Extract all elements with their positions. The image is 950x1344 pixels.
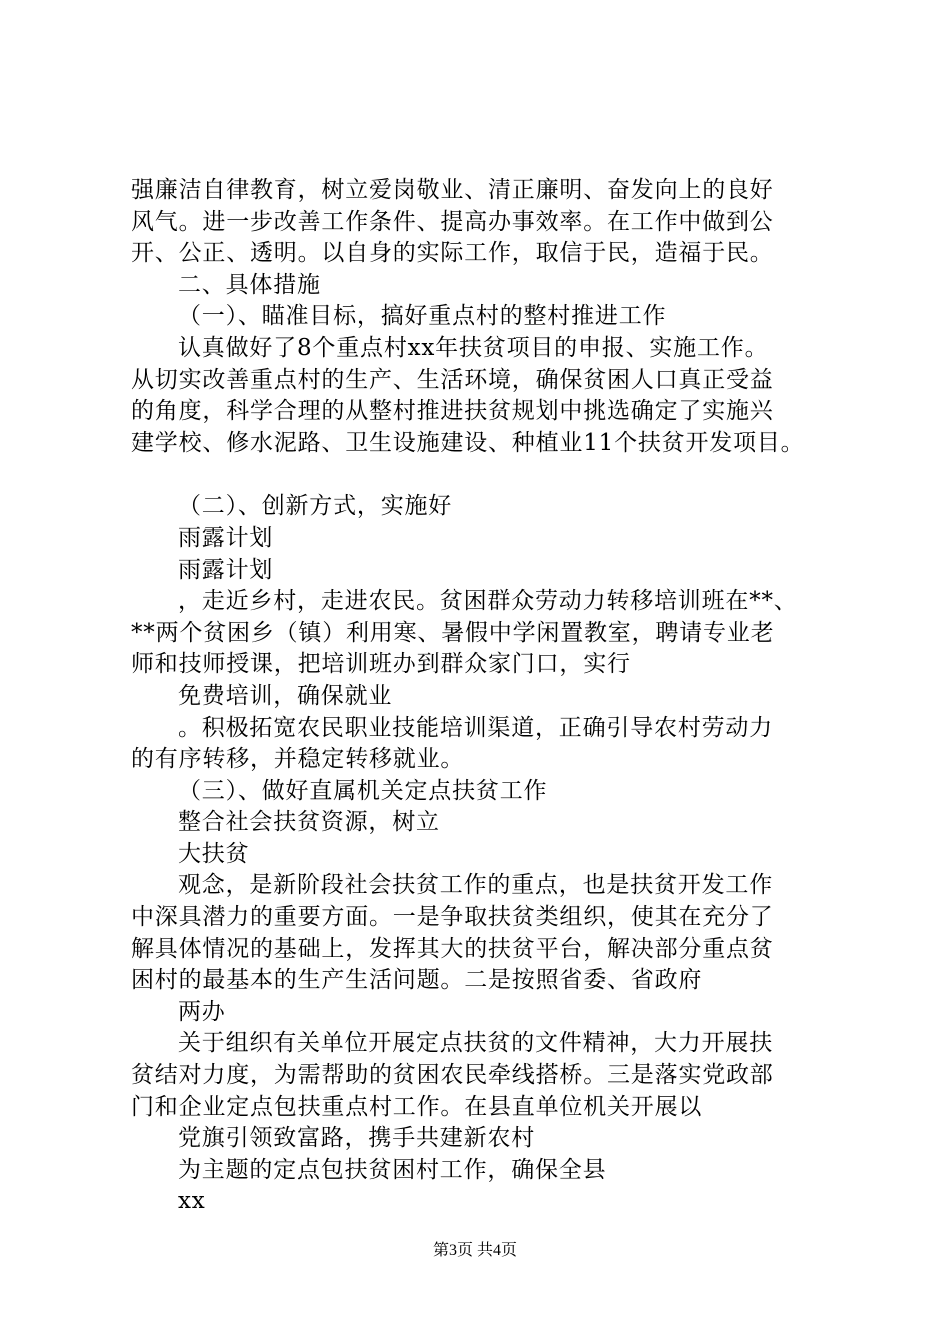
text-line: 门和企业定点包扶重点村工作。在县直单位机关开展以 bbox=[131, 1093, 703, 1120]
text-line: 雨露计划 bbox=[178, 556, 274, 583]
text-line: ，走近乡村，走进农民。贫困群众劳动力转移培训班在**、 bbox=[178, 588, 798, 615]
text-line: 从切实改善重点村的生产、生活环境，确保贫困人口真正受益 bbox=[131, 366, 774, 393]
text-line: 开、公正、透明。以自身的实际工作，取信于民，造福于民。 bbox=[131, 240, 774, 267]
subsection-heading: （二）、创新方式，实施好 bbox=[178, 493, 453, 520]
text-line: 的有序转移，并稳定转移就业。 bbox=[131, 746, 465, 773]
text-line: 关于组织有关单位开展定点扶贫的文件精神，大力开展扶 bbox=[178, 1030, 773, 1057]
document-body bbox=[131, 175, 851, 1218]
page-footer: 第3页 共4页 bbox=[432, 1242, 517, 1259]
text-line: 的角度，科学合理的从整村推进扶贫规划中挑选确定了实施兴 bbox=[131, 398, 774, 425]
text-line: 中深具潜力的重要方面。一是争取扶贫类组织，使其在充分了 bbox=[131, 904, 774, 931]
text-line: 党旗引领致富路，携手共建新农村 bbox=[178, 1125, 535, 1152]
text-line: **两个贫困乡（镇）利用寒、暑假中学闲置教室，聘请专业老 bbox=[131, 619, 775, 646]
text-line: 为主题的定点包扶贫困村工作，确保全县 bbox=[178, 1156, 607, 1183]
text-line: 免费培训，确保就业 bbox=[178, 682, 393, 709]
text-line: 风气。进一步改善工作条件、提高办事效率。在工作中做到公 bbox=[131, 208, 774, 235]
text-line: 困村的最基本的生产生活问题。二是按照省委、省政府 bbox=[131, 967, 703, 994]
section-heading: 二、具体措施 bbox=[178, 271, 321, 298]
text-line: 。积极拓宽农民职业技能培训渠道，正确引导农村劳动力 bbox=[178, 714, 773, 741]
text-line: 建学校、修水泥路、卫生设施建设、种植业11个扶贫开发项目。 bbox=[131, 429, 805, 456]
paragraph-gap bbox=[131, 459, 851, 491]
text-line: 解具体情况的基础上，发挥其大的扶贫平台，解决部分重点贫 bbox=[131, 935, 774, 962]
text-line: 师和技师授课，把培训班办到群众家门口，实行 bbox=[131, 651, 631, 678]
subsection-heading: （三）、做好直属机关定点扶贫工作 bbox=[178, 777, 548, 804]
text-line: 强廉洁自律教育，树立爱岗敬业、清正廉明、奋发向上的良好 bbox=[131, 177, 774, 203]
text-line: 两办 bbox=[178, 998, 226, 1025]
text-line: 整合社会扶贫资源，树立 bbox=[178, 809, 440, 836]
text-line: xx bbox=[178, 1188, 206, 1215]
text-line: 大扶贫 bbox=[178, 840, 250, 867]
text-line: 贫结对力度，为需帮助的贫困农民牵线搭桥。三是落实党政部 bbox=[131, 1062, 774, 1089]
subsection-heading: （一）、瞄准目标，搞好重点村的整村推进工作 bbox=[178, 303, 667, 330]
text-line: 观念，是新阶段社会扶贫工作的重点，也是扶贫开发工作 bbox=[178, 872, 773, 899]
text-line: 认真做好了8个重点村xx年扶贫项目的申报、实施工作。 bbox=[178, 334, 769, 361]
text-line: 雨露计划 bbox=[178, 524, 274, 551]
